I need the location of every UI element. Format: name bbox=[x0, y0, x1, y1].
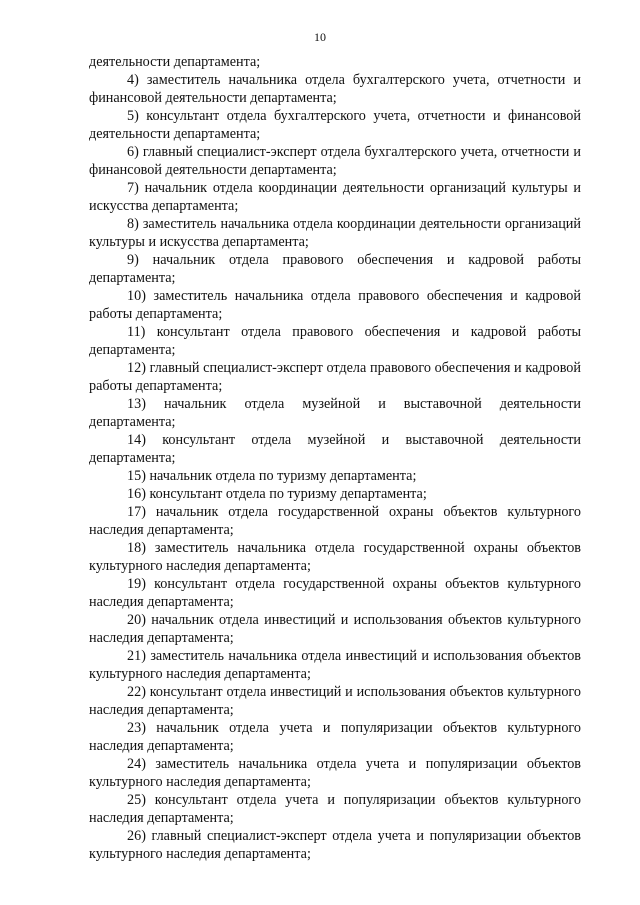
list-item: 17) начальник отдела государственной охраны объектов культурного наследия департамента; bbox=[89, 504, 581, 538]
list-item: 8) заместитель начальника отдела координации деятельности организаций культуры и искусства департамента; bbox=[89, 216, 581, 250]
list-item: 25) консультант отдела учета и популяризации объектов культурного наследия департамента; bbox=[89, 792, 581, 826]
list-item: 20) начальник отдела инвестиций и использования объектов культурного наследия департамента; bbox=[89, 612, 581, 646]
list-item: 21) заместитель начальника отдела инвестиций и использования объектов культурного наследия департамента; bbox=[89, 648, 581, 682]
list-item: 19) консультант отдела государственной охраны объектов культурного наследия департамента; bbox=[89, 576, 581, 610]
page-number: 10 bbox=[314, 30, 326, 44]
list-item: 5) консультант отдела бухгалтерского учета, отчетности и финансовой деятельности департамента; bbox=[89, 108, 581, 142]
list-item: 26) главный специалист-эксперт отдела учета и популяризации объектов культурного наследия департамента; bbox=[89, 828, 581, 862]
list-item: 13) начальник отдела музейной и выставочной деятельности департамента; bbox=[89, 396, 581, 430]
list-item: 22) консультант отдела инвестиций и использования объектов культурного наследия департамента; bbox=[89, 684, 581, 718]
list-item: 16) консультант отдела по туризму департамента; bbox=[127, 486, 427, 502]
list-item: 14) консультант отдела музейной и выставочной деятельности департамента; bbox=[89, 432, 581, 466]
list-item: 9) начальник отдела правового обеспечения и кадровой работы департамента; bbox=[89, 252, 581, 286]
list-item: 10) заместитель начальника отдела правового обеспечения и кадровой работы департамента; bbox=[89, 288, 581, 322]
document-body bbox=[89, 53, 581, 863]
list-item: 15) начальник отдела по туризму департамента; bbox=[127, 468, 417, 484]
list-item: 11) консультант отдела правового обеспечения и кадровой работы департамента; bbox=[89, 324, 581, 358]
list-item: 6) главный специалист-эксперт отдела бухгалтерского учета, отчетности и финансовой деятельности департамента; bbox=[89, 144, 581, 178]
list-item: 18) заместитель начальника отдела государственной охраны объектов культурного наследия департамента; bbox=[89, 540, 581, 574]
list-item: 12) главный специалист-эксперт отдела правового обеспечения и кадровой работы департамента; bbox=[89, 360, 581, 394]
list-item: 4) заместитель начальника отдела бухгалтерского учета, отчетности и финансовой деятельности департамента; bbox=[89, 72, 581, 106]
list-item: 23) начальник отдела учета и популяризации объектов культурного наследия департамента; bbox=[89, 720, 581, 754]
list-item: 24) заместитель начальника отдела учета и популяризации объектов культурного наследия департамента; bbox=[89, 756, 581, 790]
list-item-continuation: деятельности департамента; bbox=[89, 54, 261, 70]
list-item: 7) начальник отдела координации деятельности организаций культуры и искусства департамента; bbox=[89, 180, 581, 214]
